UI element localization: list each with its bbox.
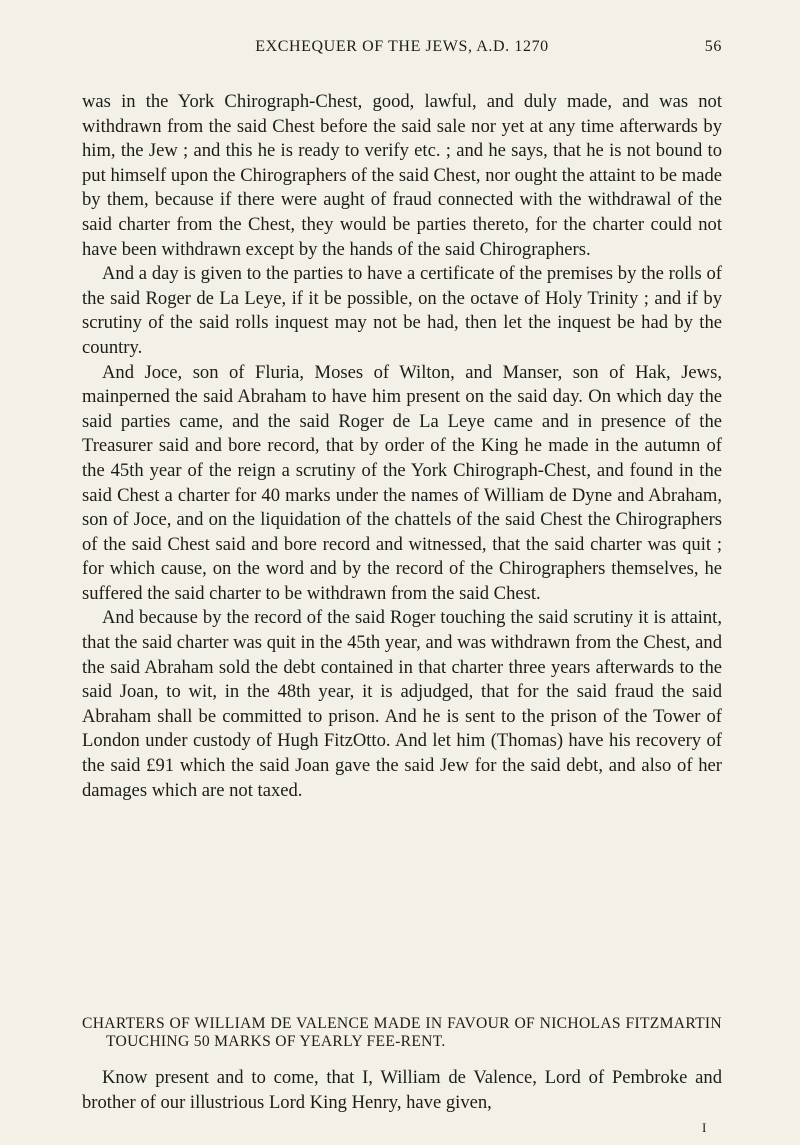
paragraph: And because by the record of the said Roger touching the said scrutiny it is attaint, that the said charter was quit in the 45th year, and was withdrawn from the Chest, and the said Abraham sold the debt contained in that charter three years afterwards to the said Joan, to wit, in the 48th year, it is adjudged, that for the said fraud the said Abraham shall be committed to prison. And he is sent to the prison of the Tower of London under custody of Hugh FitzOtto. And let him (Thomas) have his recovery of the said £91 which the said Joan gave the said Jew for the said debt, and also of her damages which are not taxed. [82, 607, 722, 801]
body-text [82, 90, 722, 803]
paragraph: was in the York Chirograph-Chest, good, lawful, and duly made, and was not withdrawn from the said Chest before the said sale nor yet at any time afterwards by him, the Jew ; and this he is ready to verify etc. ; and he says, that he is not bound to put himself upon the Chirographers of the said Chest, nor ought the attaint to be made by them, because if there were aught of fraud connected with the withdrawal of the said charter from the Chest, they would be parties thereto, for the charter could not have been withdrawn except by the hands of the said Chirographers. [82, 91, 722, 260]
paragraph: And Joce, son of Fluria, Moses of Wilton, and Manser, son of Hak, Jews, mainperned the said Abraham to have him present on the said day. On which day the said parties came, and the said Roger de La Leye came and in presence of the Treasurer said and bore record, that by order of the King he made in the autumn of the 45th year of the reign a scrutiny of the York Chirograph-Chest, and found in the said Chest a charter for 40 marks under the names of William de Dyne and Abraham, son of Joce, and on the liquidation of the chattels of the said Chest the Chirographers of the said Chest said and bore record and witnessed, that the said charter was quit ; for which cause, on the word and by the record of the Chirographers themselves, he suffered the said charter to be withdrawn from the said Chest. [82, 361, 722, 604]
section-heading: CHARTERS OF WILLIAM DE VALENCE MADE IN FAVOUR OF NICHOLAS FITZMARTIN TOUCHING 50 MARKS OF YEARLY FEE-RENT. [82, 1015, 722, 1050]
paragraph: Know present and to come, that I, William de Valence, Lord of Pembroke and brother of our illustrious Lord King Henry, have given, [82, 1067, 722, 1113]
final-text [82, 1066, 722, 1115]
page-number: 56 [704, 38, 722, 55]
running-title: EXCHEQUER OF THE JEWS, A.D. 1270 [255, 38, 549, 55]
paragraph: And a day is given to the parties to have a certificate of the premises by the rolls of the said Roger de La Leye, if it be possible, on the octave of Holy Trinity ; and if by scrutiny of the said rolls inquest may not be had, then let the inquest be had by the country. [82, 263, 722, 358]
signature-mark: I [702, 1120, 707, 1135]
